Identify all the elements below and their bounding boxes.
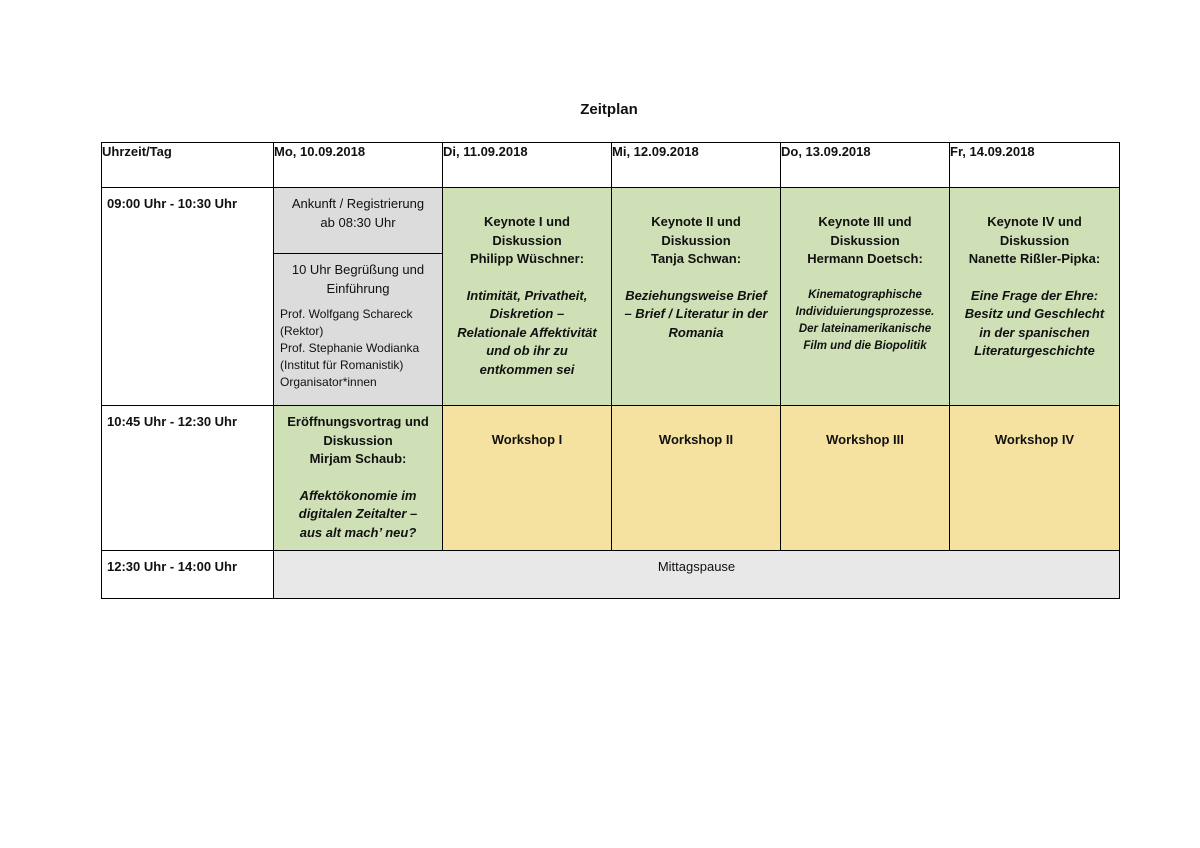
workshop-4-cell: Workshop IV [950, 406, 1120, 551]
opening-line1: Eröffnungsvortrag und [287, 414, 429, 429]
keynote-1-line1: Keynote I und [484, 214, 570, 229]
keynote-3-topic-l1: Kinematographische [808, 288, 922, 301]
time-slot-2: 10:45 Uhr - 12:30 Uhr [102, 406, 274, 551]
time-slot-1: 09:00 Uhr - 10:30 Uhr [102, 188, 274, 406]
opening-topic-l1: Affektökonomie im [299, 487, 417, 503]
keynote-4-topic-l3: in der spanischen [979, 324, 1090, 340]
keynote-1-topic-l1: Intimität, Privatheit, [466, 287, 588, 303]
keynote-1-speaker: Philipp Wüschner: [469, 251, 585, 266]
keynote-3-speaker: Hermann Doetsch: [807, 251, 923, 266]
keynote-1-topic-l4: und ob ihr zu [486, 343, 568, 358]
keynote-3-line1: Keynote III und [818, 214, 912, 229]
keynote-4-line2: Diskussion [999, 232, 1070, 248]
time-slot-3: 12:30 Uhr - 14:00 Uhr [102, 551, 274, 599]
keynote-3-line2: Diskussion [830, 232, 900, 248]
opening-line2: Diskussion [323, 432, 393, 448]
keynote-4-topic-l1: Eine Frage der Ehre: [970, 287, 1099, 303]
keynote-1-topic-l3: Relationale Affektivität [457, 324, 597, 340]
header-day-fri: Fr, 14.09.2018 [950, 143, 1120, 188]
workshop-3-cell: Workshop III [781, 406, 950, 551]
arrival-line1: Ankunft / Registrierung [291, 196, 425, 211]
page-title: Zeitplan [580, 101, 638, 118]
welcome-cell [274, 254, 443, 406]
keynote-4-topic-l2: Besitz und Geschlecht [964, 306, 1105, 321]
speaker-line: Prof. Wolfgang Schareck [280, 307, 413, 321]
keynote-3-cell [781, 188, 950, 406]
speaker-line: (Rektor) [280, 324, 324, 338]
speaker-line: Organisator*innen [280, 375, 377, 389]
arrival-cell [274, 188, 443, 254]
header-day-thu: Do, 13.09.2018 [781, 143, 950, 188]
schedule-table [101, 142, 1120, 599]
workshop-1-cell: Workshop I [443, 406, 612, 551]
keynote-1-cell [443, 188, 612, 406]
keynote-1-topic-l2: Diskretion – [489, 306, 565, 321]
header-row [102, 143, 1120, 188]
table-row [102, 406, 1120, 551]
lunch-break-cell: Mittagspause [274, 551, 1120, 599]
keynote-4-line1: Keynote IV und [987, 214, 1082, 229]
keynote-2-topic-l3: Romania [668, 324, 724, 340]
speaker-line: Prof. Stephanie Wodianka [280, 341, 420, 355]
header-time: Uhrzeit/Tag [102, 143, 274, 188]
speaker-line: (Institut für Romanistik) [280, 358, 404, 372]
header-day-tue: Di, 11.09.2018 [443, 143, 612, 188]
keynote-3-topic-l3: Der lateinamerikanische [798, 322, 932, 335]
keynote-2-speaker: Tanja Schwan: [650, 251, 742, 266]
keynote-2-line1: Keynote II und [651, 214, 741, 229]
header-day-mon: Mo, 10.09.2018 [274, 143, 443, 188]
keynote-2-topic-l2: – Brief / Literatur in der [624, 306, 768, 321]
keynote-4-speaker: Nanette Rißler-Pipka: [968, 251, 1101, 266]
keynote-1-line2: Diskussion [492, 232, 562, 248]
opening-topic-l2: digitalen Zeitalter – [298, 506, 418, 521]
opening-speaker: Mirjam Schaub: [309, 451, 407, 466]
header-day-wed: Mi, 12.09.2018 [612, 143, 781, 188]
workshop-2-cell: Workshop II [612, 406, 781, 551]
welcome-line2: Einführung [326, 280, 390, 296]
keynote-1-topic-l5: entkommen sei [479, 361, 575, 377]
keynote-4-cell [950, 188, 1120, 406]
keynote-3-topic-l4: Film und die Biopolitik [803, 339, 927, 352]
keynote-4-topic-l4: Literaturgeschichte [974, 343, 1095, 358]
table-row [102, 188, 1120, 254]
welcome-speakers [280, 306, 436, 391]
keynote-3-topic-l2: Individuierungsprozesse. [795, 305, 935, 318]
welcome-line1: 10 Uhr Begrüßung und [291, 262, 425, 277]
opening-topic-l3: aus alt mach’ neu? [299, 524, 417, 540]
opening-lecture-cell [274, 406, 443, 551]
keynote-2-line2: Diskussion [661, 232, 731, 248]
keynote-2-cell [612, 188, 781, 406]
table-row [102, 551, 1120, 599]
arrival-line2: ab 08:30 Uhr [320, 214, 396, 230]
keynote-2-topic-l1: Beziehungsweise Brief [625, 287, 767, 303]
